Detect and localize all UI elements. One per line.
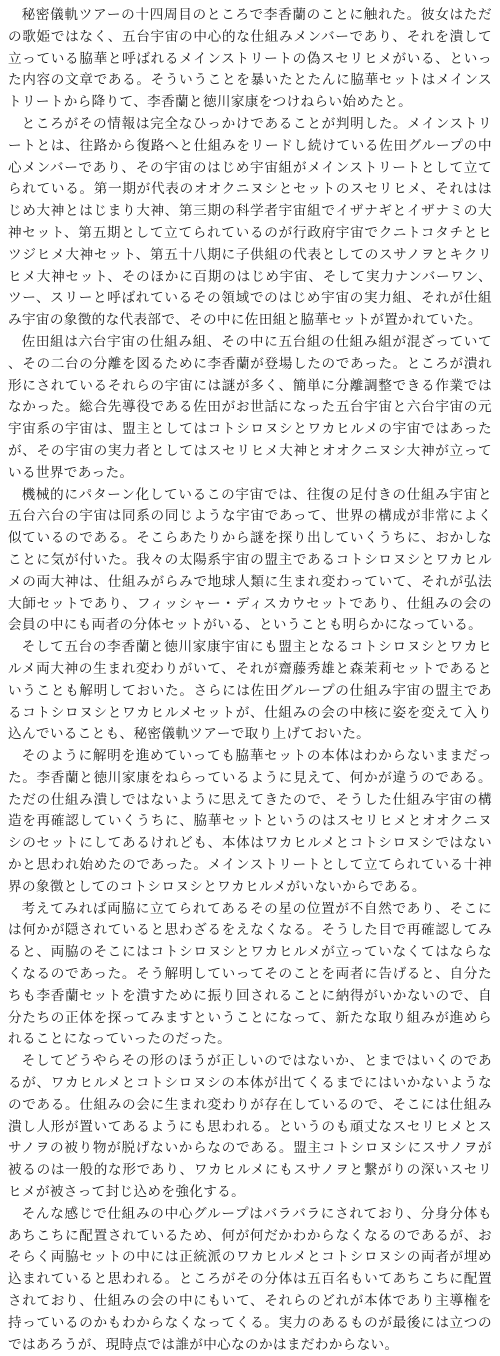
paragraph-1: 秘密儀軌ツアーの十四周目のところで李香蘭のことに触れた。彼女はただの歌姫ではなく、五台宇宙の中心的な仕組みメンバーであり、それを潰して立っている脇華と呼ばれるメインストリートの偽スセリヒメがいる、といった内容の文章である。そういうことを暴いたとたんに脇華セットはメインストリートから降りて、李香蘭と徳川家康をつけねらい始めたと。	[8, 7, 492, 111]
paragraph-4: 機械的にパターン化しているこの宇宙では、往復の足付きの仕組み宇宙と五台六台の宇宙は同系の同じような宇宙であって、世界の構成が非常によく似ているのである。そこらあたりから謎を探り出していくうちに、おかしなことに気が付いた。我々の太陽系宇宙の盟主であるコトシロヌシとワカヒルメの両大神は、仕組みがらみで地球人類に生まれ変わっていて、それが弘法大師セットであり、フィッシャー・ディスカウセットであり、仕組みの会の会員の中にも両者の分体セットがいる、ということも明らかになっている。	[8, 486, 492, 634]
paragraph-9: そんな感じで仕組みの中心グループはバラバラにされており、分身分体もあちこちに配置されているため、何が何だかわからなくなるのであるが、おそらく両脇セットの中には正統派のワカヒルメとコトシロヌシの両者が埋め込まれていると思われる。ところがその分体は五百名もいてあちこちに配置されており、仕組みの会の中にもいて、それらのどれが本体であり主導権を持っているのかもわからなくなってくる。実力のあるものが最後には立つのではあろうが、現時点では誰が中心なのかはまだわからない。	[8, 1205, 492, 1353]
paragraph-7: 考えてみれば両脇に立てられてあるその星の位置が不自然であり、そこには何かが隠されていると思わざるをえなくなる。そうした目で再確認してみると、両脇のそこにはコトシロヌシとワカヒルメが立っていなくてはならなくなるのであった。そう解明していってそのことを両者に告げると、自分たちも李香蘭セットを潰すために振り回されることに納得がいかないので、自分たちの正体を探ってみますということになって、新たな取り組みが進められることになっていったのだった。	[8, 900, 492, 1048]
paragraph-8: そしてどうやらその形のほうが正しいのではないか、とまではいくのであるが、ワカヒルメとコトシロヌシの本体が出てくるまでにはいかないようなのである。仕組みの会に生まれ変わりが存在しているので、そこには仕組み潰し人形が置いてあるようにも思われる。というのも頑丈なスセリヒメとスサノヲの被り物が脱げないからなのである。盟主コトシロヌシにスサノヲが被るのは一般的な形であり、ワカヒルメにもスサノヲと繋がりの深いスセリヒメが被さって封じ込めを強化する。	[8, 1053, 492, 1201]
paragraph-3: 佐田組は六台宇宙の仕組み組、その中に五台組の仕組み組が混ざっていて、その二台の分離を図るために李香蘭が登場したのであった。ところが潰れ形にされているそれらの宇宙には謎が多く、簡単に分離調整できる作業ではなかった。総合先導役である佐田がお世話になった五台宇宙と六台宇宙の元宇宙系の宇宙は、盟主としてはコトシロヌシとワカヒルメの宇宙ではあったが、その宇宙の実力者としてはスセリヒメ大神とオオクニヌシ大神が立っている世界であった。	[8, 333, 492, 481]
paragraph-5: そして五台の李香蘭と徳川家康宇宙にも盟主となるコトシロヌシとワカヒルメ両大神の生まれ変わりがいて、それが齋藤秀雄と森茉莉セットであるということも解明しておいた。さらには佐田グループの仕組み宇宙の盟主であるコトシロヌシとワカヒルメセットが、仕組みの会の中核に姿を変えて入り込んでいることも、秘密儀軌ツアーで取り上げておいた。	[8, 639, 492, 743]
paragraph-6: そのように解明を進めていっても脇華セットの本体はわからないままだった。李香蘭と徳川家康をねらっているように見えて、何かが違うのである。ただの仕組み潰しではないように思えてきたので、そうした仕組み宇宙の構造を再確認していくうちに、脇華セットというのはスセリヒメとオオクニヌシのセットにしてあるけれども、本体はワカヒルメとコトシロヌシではないかと思われ始めたのであった。メインストリートとして立てられている十神界の象徴としてのコトシロヌシとワカヒルメがいないからである。	[8, 748, 492, 895]
paragraph-2: ところがその情報は完全なひっかけであることが判明した。メインストリートとは、往路から復路へと仕組みをリードし続けている佐田グループの中心メンバーであり、その宇宙のはじめ宇宙組がメインストリートとして立てられている。第一期が代表のオオクニヌシとセットのスセリヒメ、それははじめ大神とはじまり大神、第三期の科学者宇宙組でイザナギとイザナミの大神セット、第五期として立てられているのが行政府宇宙でクニトコタチとヒツジヒメ大神セット、第五十八期に子供組の代表としてのスサノヲとキクリヒメ大神セット、そのほかに百期のはじめ宇宙、そして実力ナンバーワン、ツー、スリーと呼ばれているその領域でのはじめ宇宙の実力組、それが仕組み宇宙の象徴的な代表部で、その中に佐田組と脇華セットが置かれていた。	[8, 115, 492, 329]
